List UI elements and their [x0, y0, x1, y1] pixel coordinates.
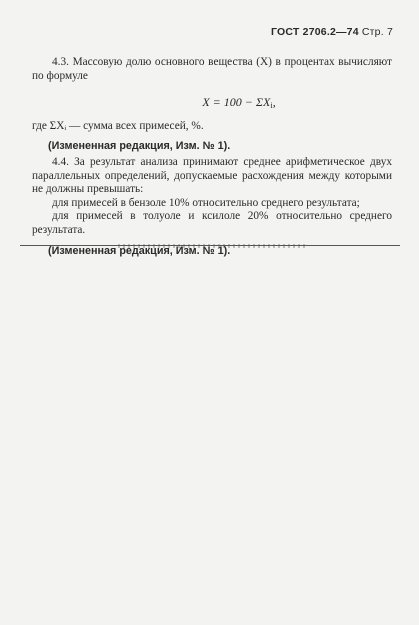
scan-smudge — [118, 244, 308, 248]
section-4-3-text: 4.3. Массовую долю основного вещества (X) в процентах вычисляют по формуле — [32, 56, 392, 82]
document-body — [32, 56, 392, 258]
benzene-limit: для примесей в бензоле 10% относительно среднего результата; — [52, 196, 360, 209]
formula — [86, 96, 392, 113]
standard-number: ГОСТ 2706.2—74 — [271, 26, 359, 38]
page-number: Стр. 7 — [361, 26, 393, 38]
amendment-note-4-3: (Измененная редакция, Изм. № 1). — [48, 140, 231, 153]
formula-comma: , — [272, 95, 276, 110]
amendment-note-4-4: (Измененная редакция, Изм. № 1). — [48, 244, 231, 257]
section-4-4-text: 4.4. За результат анализа принимают среднее арифметическое двух параллельных определений, допускаемые расхождения между которыми не должны превышать: — [32, 155, 392, 196]
formula-where: где ΣXᵢ — сумма всех примесей, %. — [32, 119, 204, 132]
formula-subscript: i — [270, 100, 273, 111]
page-header — [271, 26, 393, 38]
formula-main: X = 100 − ΣX — [202, 95, 271, 110]
toluene-limit: для примесей в толуоле и ксилоле 20% относительно среднего результата. — [32, 210, 392, 236]
